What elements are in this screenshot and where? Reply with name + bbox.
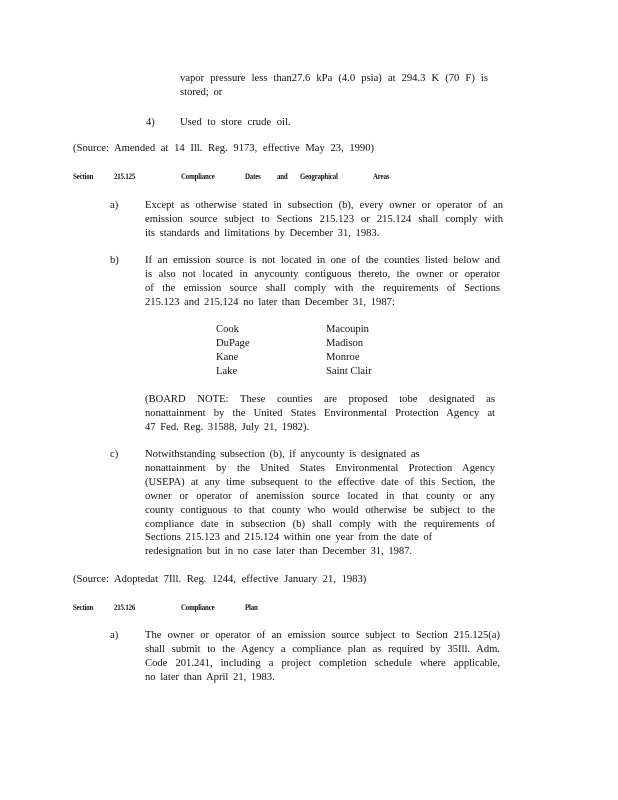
item-label: 4): [146, 117, 155, 128]
subsection-paragraph: [145, 254, 500, 310]
text-line: compliance date in subsection (b) shall comply with the requirements of: [145, 518, 495, 530]
county-name: DuPage: [216, 337, 250, 349]
county-list-right: [326, 323, 372, 379]
text-line: stored; or: [180, 86, 223, 98]
section-word: Section: [73, 603, 94, 612]
county-name: Kane: [216, 351, 239, 363]
fragment-paragraph: [180, 72, 488, 100]
section-title-word: and: [277, 172, 288, 181]
text-line: nonattainment by the United States Environmental Protection Agency at: [145, 407, 495, 419]
text-line: county contiguous to that county who would otherwise be subject to the: [145, 504, 495, 516]
subsection-label: a): [110, 630, 119, 641]
text-line: If an emission source is not located in one of the counties listed below and: [145, 255, 500, 266]
text-line: (USEPA) at any time subsequent to the effective date of this Section, the: [145, 476, 495, 488]
text-line: The owner or operator of an emission source subject to Section 215.125(a): [145, 630, 500, 641]
county-list-left: [216, 323, 250, 379]
text-line: 215.123 and 215.124 no later than December 31, 1987:: [145, 296, 395, 308]
section-number: 215.126: [114, 603, 136, 612]
text-line: emission source subject to Sections 215.123 or 215.124 shall comply with: [145, 213, 503, 225]
section-number: 215.125: [114, 172, 136, 181]
text-line: nonattainment by the United States Environmental Protection Agency: [145, 462, 495, 474]
text-line: no later than April 21, 1983.: [145, 671, 275, 683]
county-name: Lake: [216, 365, 238, 377]
text-line: redesignation but in no case later than December 31, 1987.: [145, 546, 413, 558]
subsection-label: b): [110, 255, 119, 266]
section-heading: [73, 172, 93, 181]
text-line: Sections 215.123 and 215.124 within one year from the date of: [145, 532, 433, 544]
subsection-paragraph: [145, 199, 503, 241]
subsection-paragraph: [145, 629, 500, 685]
text-line: of the emission source shall comply with the requirements of Sections: [145, 282, 500, 294]
subsection-label: c): [110, 449, 119, 460]
subsection-paragraph: [145, 448, 495, 559]
section-title-word: Dates: [245, 172, 261, 181]
section-title-word: Geographical: [300, 172, 338, 181]
section-title-word: Compliance: [181, 603, 215, 612]
county-name: Madison: [326, 337, 364, 349]
text-line: vapor pressure less than27.6 kPa (4.0 psia) at 294.3 K (70 F) is: [180, 73, 488, 84]
section-title-word: Areas: [373, 172, 390, 181]
section-title-word: Plan: [245, 603, 258, 612]
source-note: (Source: Adoptedat 7Ill. Reg. 1244, effective January 21, 1983): [73, 574, 367, 585]
county-name: Cook: [216, 324, 239, 335]
source-note: (Source: Amended at 14 Ill. Reg. 9173, effective May 23, 1990): [73, 143, 375, 154]
county-name: Macoupin: [326, 324, 369, 335]
section-word: Section: [73, 172, 94, 181]
subsection-label: a): [110, 200, 119, 211]
county-name: Saint Clair: [326, 365, 372, 377]
board-note: [145, 393, 495, 435]
text-line: Notwithstanding subsection (b), if anycounty is designated as: [145, 449, 420, 460]
item-text: Used to store crude oil.: [180, 117, 291, 128]
text-line: Code 201.241, including a project completion schedule where applicable,: [145, 657, 500, 669]
text-line: Except as otherwise stated in subsection (b), every owner or operator of an: [145, 200, 503, 211]
text-line: (BOARD NOTE: These counties are proposed tobe designated as: [145, 394, 495, 405]
text-line: is also not located in anycounty contiguous thereto, the owner or operator: [145, 268, 500, 280]
text-line: 47 Fed. Reg. 31588, July 21, 1982).: [145, 421, 310, 433]
text-line: shall submit to the Agency a compliance plan as required by 35Ill. Adm.: [145, 643, 500, 655]
text-line: owner or operator of anemission source located in that county or any: [145, 490, 495, 502]
text-line: its standards and limitations by December 31, 1983.: [145, 227, 380, 239]
section-title-word: Compliance: [181, 172, 215, 181]
county-name: Monroe: [326, 351, 360, 363]
